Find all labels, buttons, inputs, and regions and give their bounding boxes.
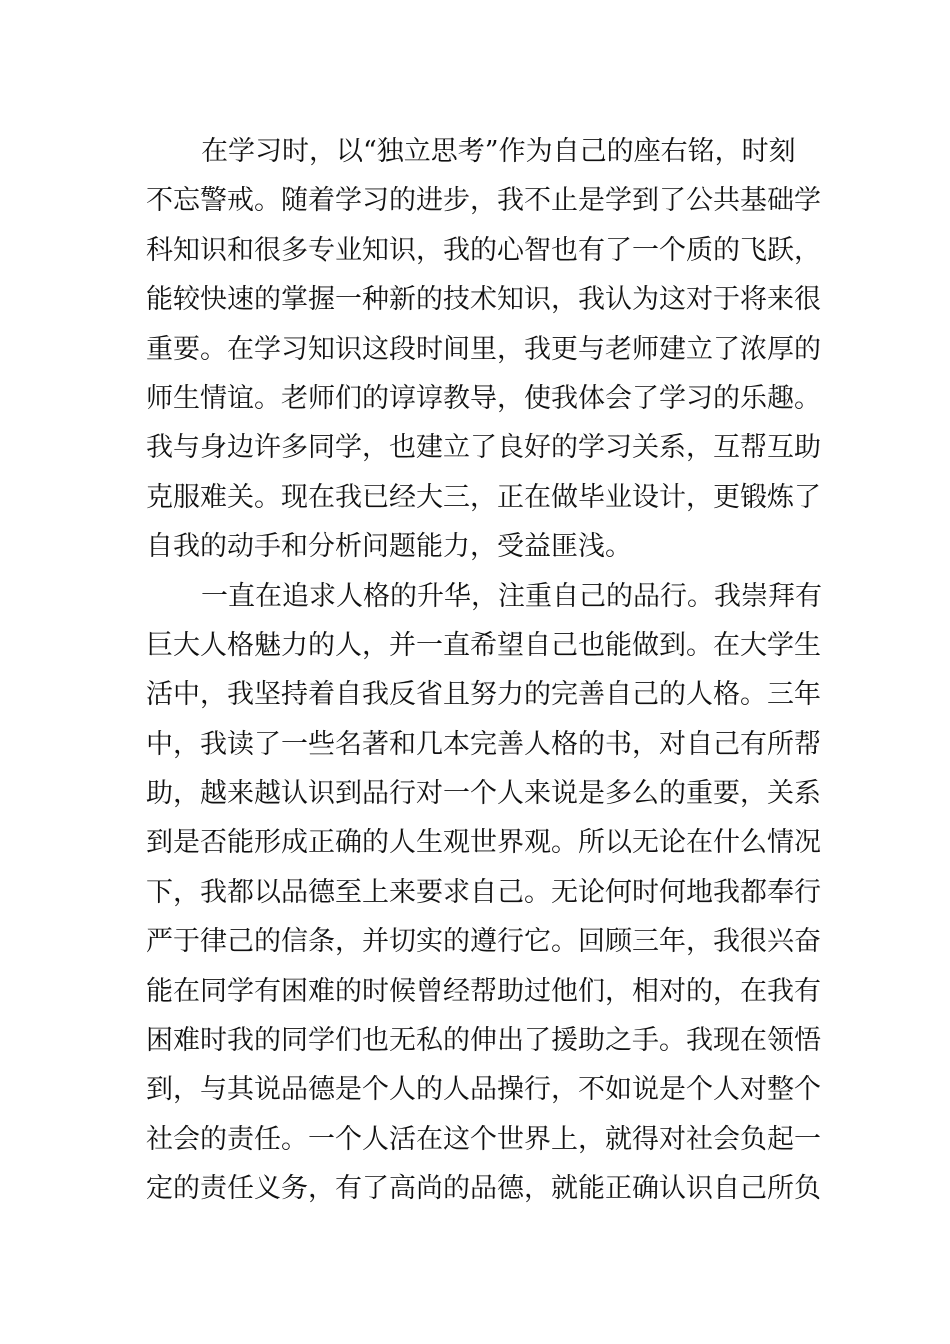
paragraph-2-line-1: 一直在追求人格的升华，注重自己的品行。我崇拜有: [201, 580, 822, 612]
paragraph-2-line-10: 困难时我的同学们也无私的伸出了援助之手。我现在领悟: [146, 1025, 821, 1057]
paragraph-2-line-3: 活中，我坚持着自我反省且努力的完善自己的人格。三年: [146, 679, 821, 711]
paragraph-1-line-4: 能较快速的掌握一种新的技术知识，我认为这对于将来很: [146, 284, 821, 316]
paragraph-2-line-13: 定的责任义务，有了高尚的品德，就能正确认识自己所负: [146, 1173, 821, 1205]
paragraph-2-line-2: 巨大人格魅力的人，并一直希望自己也能做到。在大学生: [146, 629, 821, 661]
body-text: [146, 127, 826, 1214]
paragraph-2-line-5: 助，越来越认识到品行对一个人来说是多么的重要，关系: [146, 778, 821, 810]
paragraph-1-line-1: 在学习时，以“独立思考”作为自己的座右铭，时刻: [201, 136, 796, 167]
paragraph-1-line-5: 重要。在学习知识这段时间里，我更与老师建立了浓厚的: [146, 333, 821, 365]
paragraph-2-line-12: 社会的责任。一个人活在这个世界上，就得对社会负起一: [146, 1123, 821, 1155]
paragraph-1-line-9: 自我的动手和分析问题能力，受益匪浅。: [146, 531, 632, 563]
paragraph-1-line-7: 我与身边许多同学，也建立了良好的学习关系，互帮互助: [146, 432, 821, 464]
paragraph-1-line-8: 克服难关。现在我已经大三，正在做毕业设计，更锻炼了: [146, 481, 821, 513]
paragraph-2-line-11: 到，与其说品德是个人的人品操行，不如说是个人对整个: [146, 1074, 821, 1106]
paragraph-1-line-6: 师生情谊。老师们的谆谆教导，使我体会了学习的乐趣。: [146, 382, 821, 414]
paragraph-2-line-7: 下，我都以品德至上来要求自己。无论何时何地我都奉行: [146, 876, 821, 908]
paragraph-1-line-2: 不忘警戒。随着学习的进步，我不止是学到了公共基础学: [146, 185, 821, 217]
paragraph-2-line-4: 中，我读了一些名著和几本完善人格的书，对自己有所帮: [146, 728, 821, 760]
paragraph-1-line-3: 科知识和很多专业知识，我的心智也有了一个质的飞跃，: [146, 234, 821, 266]
paragraph-2-line-8: 严于律己的信条，并切实的遵行它。回顾三年，我很兴奋: [146, 926, 821, 958]
paragraph-2-line-9: 能在同学有困难的时候曾经帮助过他们，相对的，在我有: [146, 975, 821, 1007]
paragraph-2-line-6: 到是否能形成正确的人生观世界观。所以无论在什么情况: [146, 827, 821, 859]
